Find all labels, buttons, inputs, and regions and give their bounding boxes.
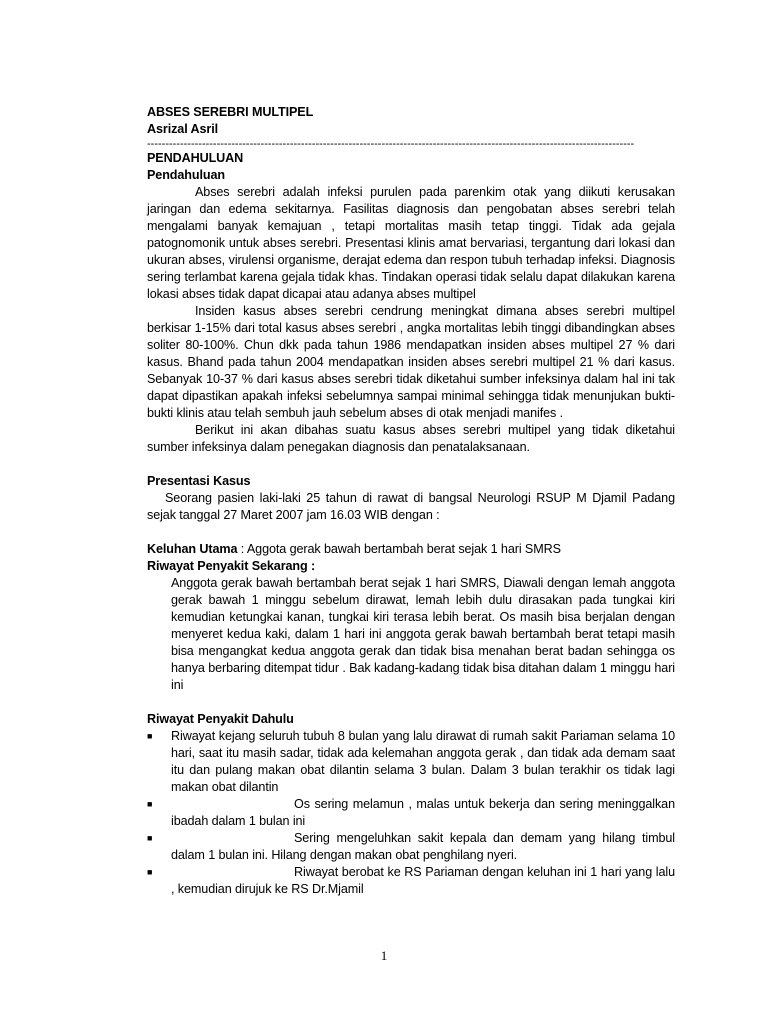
bullet-icon: ■ xyxy=(147,799,153,809)
list-item-text: Os sering melamun , malas untuk bekerja dan sering meninggalkan ibadah dalam 1 bulan ini xyxy=(171,797,675,828)
case-paragraph: Seorang pasien laki-laki 25 tahun di rawat di bangsal Neurologi RSUP M Djamil Padang sejak tanggal 27 Maret 2007 jam 16.03 WIB dengan : xyxy=(147,491,675,522)
bullet-icon: ■ xyxy=(147,867,153,877)
list-item xyxy=(147,796,675,830)
bullet-icon: ■ xyxy=(147,731,153,741)
list-item-text: Riwayat berobat ke RS Pariaman dengan keluhan ini 1 hari yang lalu , kemudian dirujuk ke RS Dr.Mjamil xyxy=(171,865,675,896)
list-item xyxy=(147,864,675,898)
past-history-heading: Riwayat Penyakit Dahulu xyxy=(147,712,294,726)
list-item xyxy=(147,830,675,864)
document-body xyxy=(147,104,675,898)
page-number: 1 xyxy=(380,948,388,963)
complaint-label: Keluhan Utama xyxy=(147,542,238,556)
list-item xyxy=(147,728,675,796)
past-history-list xyxy=(147,728,675,898)
subheading: Pendahuluan xyxy=(147,168,225,182)
intro-paragraph: Berikut ini akan dibahas suatu kasus abses serebri multipel yang tidak diketahui sumber infeksinya dalam penegakan diagnosis dan penatalaksanaan. xyxy=(147,423,675,454)
current-history-heading: Riwayat Penyakit Sekarang : xyxy=(147,559,316,573)
case-heading: Presentasi Kasus xyxy=(147,474,251,488)
current-history-text: Anggota gerak bawah bertambah berat sejak 1 hari SMRS, Diawali dengan lemah anggota gerak bawah 1 minggu sebelum dirawat, lemah lebih dulu dirasakan pada tungkai kiri kemudian ketungkai kanan, tungkai kiri terasa lebih berat. Os masih bisa berjalan dengan menyeret kedua kaki, dalam 1 hari ini anggota gerak bawah bertambah berat tetapi masih bisa mengangkat kedua anggota gerak dan tidak bisa menahan berat badan sehingga os hanya berbaring ditempat tidur . Bak kadang-kadang tidak bisa ditahan dalam 1 minggu hari ini xyxy=(171,576,675,692)
list-item-text: Sering mengeluhkan sakit kepala dan demam yang hilang timbul dalam 1 bulan ini. Hilang dengan makan obat penghilang nyeri. xyxy=(171,831,675,862)
main-complaint xyxy=(147,541,675,558)
complaint-text: : Aggota gerak bawah bertambah berat sejak 1 hari SMRS xyxy=(237,542,561,556)
author-name: Asrizal Asril xyxy=(147,122,219,136)
document-title: ABSES SEREBRI MULTIPEL xyxy=(147,105,314,119)
bullet-icon: ■ xyxy=(147,833,153,843)
divider-line: ------------------------------------------------------------------------------------------------------------------------------------- xyxy=(147,138,635,150)
section-heading: PENDAHULUAN xyxy=(147,151,244,165)
intro-paragraph: Abses serebri adalah infeksi purulen pada parenkim otak yang diikuti kerusakan jaringan dan edema sekitarnya. Fasilitas diagnosis dan pengobatan abses serebri telah mengalami banyak kemajuan , tetapi mortalitas masih tetap tinggi. Tidak ada gejala patognomonik untuk abses serebri. Presentasi klinis amat bervariasi, tergantung dari lokasi dan ukuran abses, virulensi organisme, derajat edema dan respon tubuh terhadap infeksi. Diagnosis sering terlambat karena gejala tidak khas. Tindakan operasi tidak selalu dapat dilakukan karena lokasi abses tidak dapat dicapai atau adanya abses multipel xyxy=(147,185,675,301)
list-item-text: Riwayat kejang seluruh tubuh 8 bulan yang lalu dirawat di rumah sakit Pariaman selama 10 hari, saat itu masih sadar, tidak ada kelemahan anggota gerak , dan tidak ada demam saat itu dan pulang makan obat dilantin selama 3 bulan. Dalam 3 bulan terakhir os tidak lagi makan obat dilantin xyxy=(171,729,675,794)
intro-paragraph: Insiden kasus abses serebri cendrung meningkat dimana abses serebri multipel berkisar 1-15% dari total kasus abses serebri , angka mortalitas lebih tinggi dibandingkan abses soliter 80-100%. Chun dkk pada tahun 1986 mendapatkan insiden abses multipel 27 % dari kasus. Bhand pada tahun 2004 mendapatkan insiden abses serebri multipel 21 % dari kasus. Sebanyak 10-37 % dari kasus abses serebri tidak diketahui sumber infeksinya dalam hal ini tak dapat dipastikan apakah infeksi sebelumnya sampai minimal sehingga tidak menunjukan bukti-bukti klinis atau telah sembuh jauh sebelum abses di otak menjadi manifes . xyxy=(147,304,675,420)
